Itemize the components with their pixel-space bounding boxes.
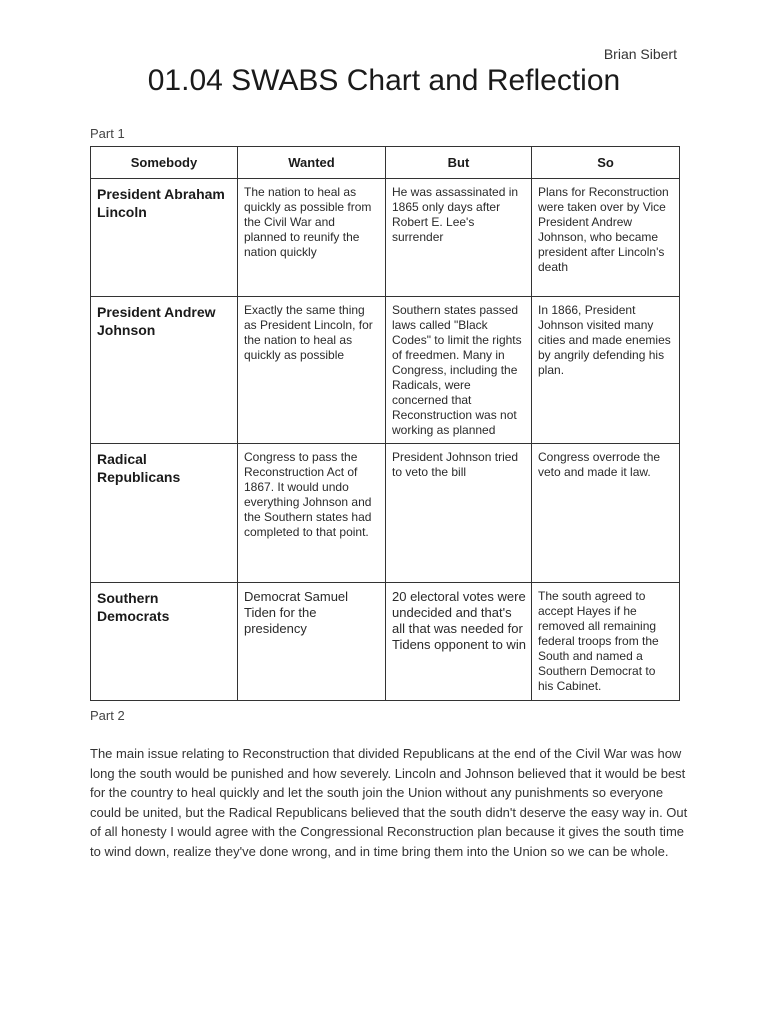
cell-but: Southern states passed laws called "Black Codes" to limit the rights of freedmen. Many in Congress, including the Radicals, were concerned that Reconstruction was not working as planned — [386, 297, 532, 444]
cell-so: In 1866, President Johnson visited many cities and made enemies by angrily defending his plan. — [532, 297, 680, 444]
table-header-row — [91, 147, 680, 179]
cell-but: 20 electoral votes were undecided and that's all that was needed for Tidens opponent to win — [386, 583, 532, 701]
header-so: So — [532, 147, 680, 179]
cell-but: He was assassinated in 1865 only days after Robert E. Lee's surrender — [386, 179, 532, 297]
table-row — [91, 179, 680, 297]
cell-wanted: Democrat Samuel Tiden for the presidency — [238, 583, 386, 701]
reflection-paragraph: The main issue relating to Reconstruction that divided Republicans at the end of the Civil War was how long the south would be punished and how severely. Lincoln and Johnson believed that it would be best for the country to heal quickly and let the south join the Union without any punishments so everyone could be united, but the Radical Republicans believed that the south didn't deserve the easy way in. Out of all honesty I would agree with the Congressional Reconstruction plan because it gives the south time to wind down, realize they've done wrong, and in time bring them into the Union so we can be whole. — [90, 746, 688, 859]
cell-so: The south agreed to accept Hayes if he removed all remaining federal troops from the South and named a Southern Democrat to his Cabinet. — [532, 583, 680, 701]
part1-label: Part 1 — [90, 126, 125, 141]
cell-so: Plans for Reconstruction were taken over by Vice President Andrew Johnson, who became president after Lincoln's death — [532, 179, 680, 297]
header-wanted: Wanted — [238, 147, 386, 179]
cell-wanted: Exactly the same thing as President Lincoln, for the nation to heal as quickly as possible — [238, 297, 386, 444]
page-title: 01.04 SWABS Chart and Reflection — [147, 64, 621, 97]
cell-somebody: President Abraham Lincoln — [91, 179, 238, 297]
header-but: But — [386, 147, 532, 179]
part2-label: Part 2 — [90, 708, 125, 723]
cell-but: President Johnson tried to veto the bill — [386, 444, 532, 583]
cell-somebody: President Andrew Johnson — [91, 297, 238, 444]
cell-so: Congress overrode the veto and made it law. — [532, 444, 680, 583]
cell-wanted: The nation to heal as quickly as possible from the Civil War and planned to reunify the nation quickly — [238, 179, 386, 297]
author-name: Brian Sibert — [603, 46, 677, 62]
table-row — [91, 444, 680, 583]
cell-wanted: Congress to pass the Reconstruction Act of 1867. It would undo everything Johnson and the Southern states had completed to that point. — [238, 444, 386, 583]
cell-somebody: Radical Republicans — [91, 444, 238, 583]
table-row — [91, 583, 680, 701]
swabs-table — [90, 146, 680, 701]
cell-somebody: Southern Democrats — [91, 583, 238, 701]
header-somebody: Somebody — [91, 147, 238, 179]
table-row — [91, 297, 680, 444]
